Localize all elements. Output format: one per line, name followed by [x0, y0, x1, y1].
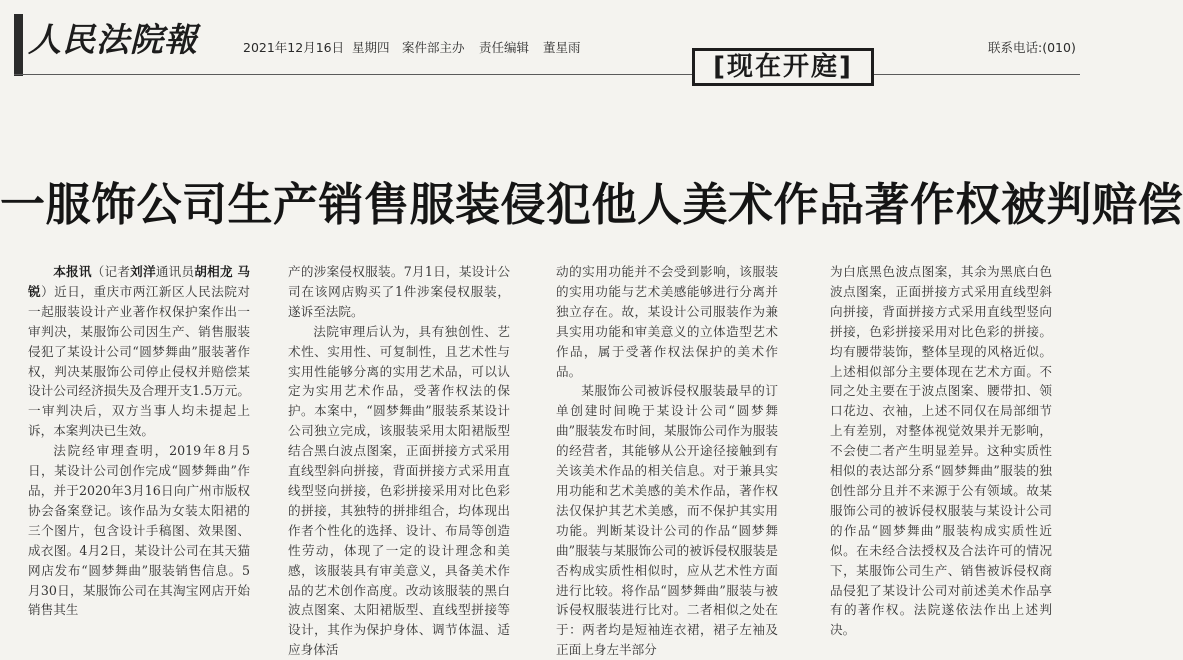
article-paragraph: 本报讯（记者刘洋通讯员胡相龙 马锐）近日，重庆市两江新区人民法院对一起服装设计产业著作权保护案作出一审判决，某服饰公司因生产、销售服装侵犯了某设计公司“圆梦舞曲”服装著作权，判决某服饰公司停止侵权并赔偿某设计公司经济损失及合理开支1.5万元。一审判决后，双方当事人均未提起上诉，本案判决已生效。 — [28, 264, 251, 439]
article-column-1 — [28, 262, 250, 646]
masthead — [0, 0, 1080, 82]
section-tag: [现在开庭] — [692, 48, 874, 86]
contact-phone: 联系电话:(010) — [988, 40, 1076, 55]
editor-name: 董星雨 — [543, 40, 581, 55]
article-column-4 — [830, 262, 1052, 646]
article-headline: 一服饰公司生产销售服装侵犯他人美术作品著作权被判赔偿 — [0, 178, 1183, 231]
masthead-rule — [14, 74, 1080, 75]
article-paragraph: 为白底黑色波点图案，其余为黑底白色波点图案，正面拼接方式采用直线型斜向拼接，背面拼接方式采用直线型竖向拼接，色彩拼接采用对比色彩的拼接。均有腰带装饰，整体呈现的风格近似。上述相似部分主要体现在艺术方面。不同之处主要在于波点图案、腰带扣、领口花边、衣袖，上述不同仅在局部细节上有差别，对整体视觉效果并无影响，不会使二者产生明显差异。这种实质性相似的表达部分系“圆梦舞曲”服装的独创性部分且并不来源于公有领域。故某服饰公司的被诉侵权服装与某设计公司的作品“圆梦舞曲”服装构成实质性近似。在未经合法授权及合法许可的情况下，某服饰公司生产、销售被诉侵权商品侵犯了某设计公司对前述美术作品享有的著作权。法院遂依法作出上述判决。 — [830, 264, 1052, 638]
issue-date: 2021年12月16日 — [243, 40, 345, 55]
article-paragraph: 产的涉案侵权服装。7月1日，某设计公司在该网店购买了1件涉案侵权服装，遂诉至法院。 — [288, 264, 510, 319]
article-paragraph: 动的实用功能并不会受到影响，该服装的实用功能与艺术美感能够进行分离并独立存在。故，某设计公司服装作为兼具实用功能和审美意义的立体造型艺术作品，属于受著作权法保护的美术作品。 — [556, 264, 778, 379]
issue-weekday: 星期四 — [352, 40, 390, 55]
reporter-name: 刘洋 — [130, 264, 156, 279]
article-paragraph: 法院经审理查明，2019年8月5日，某设计公司创作完成“圆梦舞曲”作品，并于2020年3月16日向广州市版权协会备案登记。该作品为女装太阳裙的三个图片，包含设计手稿图、效果图、成衣图。4月2日，某设计公司在其天猫网店发布“圆梦舞曲”服装销售信息。5月30日，某服饰公司在其淘宝网店开始销售其生 — [28, 443, 250, 618]
article-paragraph: 法院审理后认为，具有独创性、艺术性、实用性、可复制性，且艺术性与实用性能够分离的实用艺术品，可以认定为实用艺术作品，受著作权法的保护。本案中，“圆梦舞曲”服装系某设计公司独立完成，该服装采用太阳裙版型结合黑白波点图案，正面拼接方式采用直线型斜向拼接，背面拼接方式采用直线型竖向拼接，色彩拼接采用对比色彩的拼接，其独特的拼排组合，均体现出作者个性化的选择、设计、布局等创造性劳动，体现了一定的设计理念和美感，该服装具有审美意义，具备美术作品的艺术创作高度。改动该服装的黑白波点图案、太阳裙版型、直线型拼接等设计，其作为保护身体、调节体温、适应身体活 — [288, 323, 510, 658]
department: 案件部主办 — [402, 40, 465, 55]
article-column-3 — [556, 262, 778, 658]
correspondent-names: 胡相龙 马锐 — [28, 264, 250, 299]
article-column-2 — [288, 262, 510, 658]
newspaper-logo: 人民法院報 — [28, 20, 198, 59]
editor-label: 责任编辑 — [479, 40, 530, 55]
dateline: 本报讯 — [53, 264, 92, 279]
article-paragraph: 某服饰公司被诉侵权服装最早的订单创建时间晚于某设计公司“圆梦舞曲”服装发布时间，某服饰公司作为服装的经营者，其能够从公开途径接触到有关该美术作品的相关信息。对于兼具实用功能和艺术美感的美术作品，著作权法仅保护其艺术美感，而不保护其实用功能。判断某设计公司的作品“圆梦舞曲”服装与某服饰公司的被诉侵权服装是否构成实质性相似时，应从艺术性方面进行比较。将作品“圆梦舞曲”服装与被诉侵权服装进行比对。二者相似之处在于：两者均是短袖连衣裙，裙子左袖及正面上身左半部分 — [556, 383, 778, 658]
masthead-bar — [14, 14, 23, 76]
